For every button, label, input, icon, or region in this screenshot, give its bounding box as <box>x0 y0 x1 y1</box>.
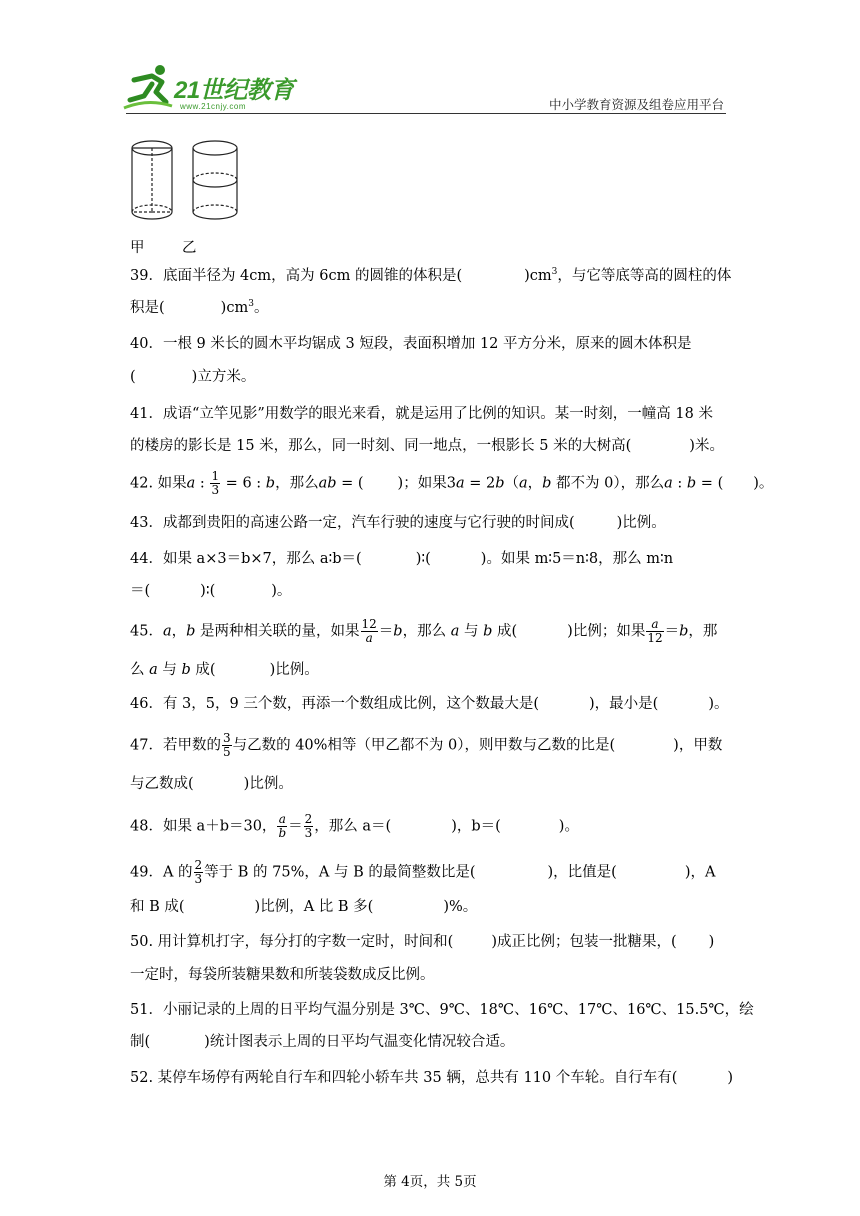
cylinders-figure <box>128 136 248 226</box>
question-39-line-2: 积是( )$cm^3$。 <box>130 299 269 316</box>
figure-label-yi: 乙 <box>182 240 197 256</box>
question-43: 43．成都到贵阳的高速公路一定，汽车行驶的速度与它行驶的时间成( )比例。 <box>130 515 666 531</box>
question-41-line-2: 的楼房的影长是 15 米，那么，同一时刻、同一地点，一根影长 5 米的大树高( )米。 <box>130 438 724 454</box>
question-40-line-2: ( )立方米。 <box>130 369 256 385</box>
question-45-line-2: 么 a 与 b 成( )比例。 <box>130 662 319 678</box>
platform-title: 中小学教育资源及组卷应用平台 <box>548 97 724 112</box>
cylinder-jia-icon <box>132 141 172 219</box>
question-40-line-1: 40．一根 9 米长的圆木平均锯成 3 短段，表面积增加 12 平方分米，原来的圆木体积是 <box>130 336 692 352</box>
question-45-line-1: 45．a，b 是两种相关联的量，如果 $\frac{12}{a}$ ＝b，那么 a 与 b 成( )比例；如果 $\frac{a}{12}$ ＝b，那 <box>130 617 718 645</box>
fraction-two-thirds: $\frac{2}{3}$ <box>304 812 313 840</box>
question-42: 42. 如果a : $\frac{1}{3}$ = 6 : b，那么ab = ( )；如果3a = 2b（a，b 都不为 0），那么a : b = ( )。 <box>130 469 774 497</box>
runner-logo-icon <box>122 62 174 112</box>
question-39-line-1: 39．底面半径为 4cm，高为 6cm 的圆锥的体积是( )$cm^3$，与它等底等高的圆柱的体 <box>130 267 732 284</box>
fraction-one-third: $\frac{1}{3}$ <box>211 469 220 497</box>
question-49-line-1: 49．A 的 $\frac{2}{3}$ 等于 B 的 75%，A 与 B 的最简整数比是( )，比值是( )，A <box>130 858 716 886</box>
question-44-line-2: ＝( )∶( )。 <box>130 583 292 599</box>
fraction-a-over-b: $\frac{a}{b}$ <box>278 812 287 840</box>
fraction-two-thirds-b: $\frac{2}{3}$ <box>194 858 203 886</box>
question-47-line-1: 47．若甲数的 $\frac{3}{5}$ 与乙数的 40%相等（甲乙都不为 0），则甲数与乙数的比是( )，甲数 <box>130 731 723 759</box>
fraction-a-over-12: $\frac{a}{12}$ <box>647 617 663 645</box>
question-51-line-1: 51．小丽记录的上周的日平均气温分别是 3℃、9℃、18℃、16℃、17℃、16℃、15.5℃，绘 <box>130 1002 754 1018</box>
question-41-line-1: 41．成语“立竿见影”用数学的眼光来看，就是运用了比例的知识。某一时刻，一幢高 18 米 <box>130 406 713 422</box>
question-50-line-1: 50. 用计算机打字，每分打的字数一定时，时间和( )成正比例；包装一批糖果，( ) <box>130 934 715 950</box>
fraction-12-over-a: $\frac{12}{a}$ <box>361 617 377 645</box>
logo-text: 21世纪教育 <box>174 77 294 104</box>
question-44-line-1: 44．如果 a×3＝b×7，那么 a∶b＝( )∶( )。如果 m∶5＝n∶8，那么 m∶n <box>130 551 674 567</box>
logo <box>122 62 322 118</box>
question-52: 52. 某停车场停有两轮自行车和四轮小轿车共 35 辆，总共有 110 个车轮。自行车有( ) <box>130 1070 734 1086</box>
question-50-line-2: 一定时，每袋所装糖果数和所装袋数成反比例。 <box>130 967 435 983</box>
question-51-line-2: 制( )统计图表示上周的日平均气温变化情况较合适。 <box>130 1034 515 1050</box>
cylinder-yi-icon <box>193 141 237 219</box>
question-47-line-2: 与乙数成( )比例。 <box>130 776 293 792</box>
logo-url: www.21cnjy.com <box>180 102 246 111</box>
question-46: 46．有 3，5，9 三个数，再添一个数组成比例，这个数最大是( )，最小是( )。 <box>130 696 729 712</box>
page-number: 第 4页，共 5页 <box>383 1174 477 1190</box>
figure-label-jia: 甲 <box>130 240 145 256</box>
page-header <box>0 0 860 118</box>
header-divider <box>126 113 726 114</box>
fraction-three-fifths: $\frac{3}{5}$ <box>222 731 231 759</box>
question-48: 48．如果 a＋b＝30， $\frac{a}{b}$ ＝ $\frac{2}{3}$ ，那么 a＝( )，b＝( )。 <box>130 812 579 840</box>
question-49-line-2: 和 B 成( )比例，A 比 B 多( )%。 <box>130 899 478 915</box>
